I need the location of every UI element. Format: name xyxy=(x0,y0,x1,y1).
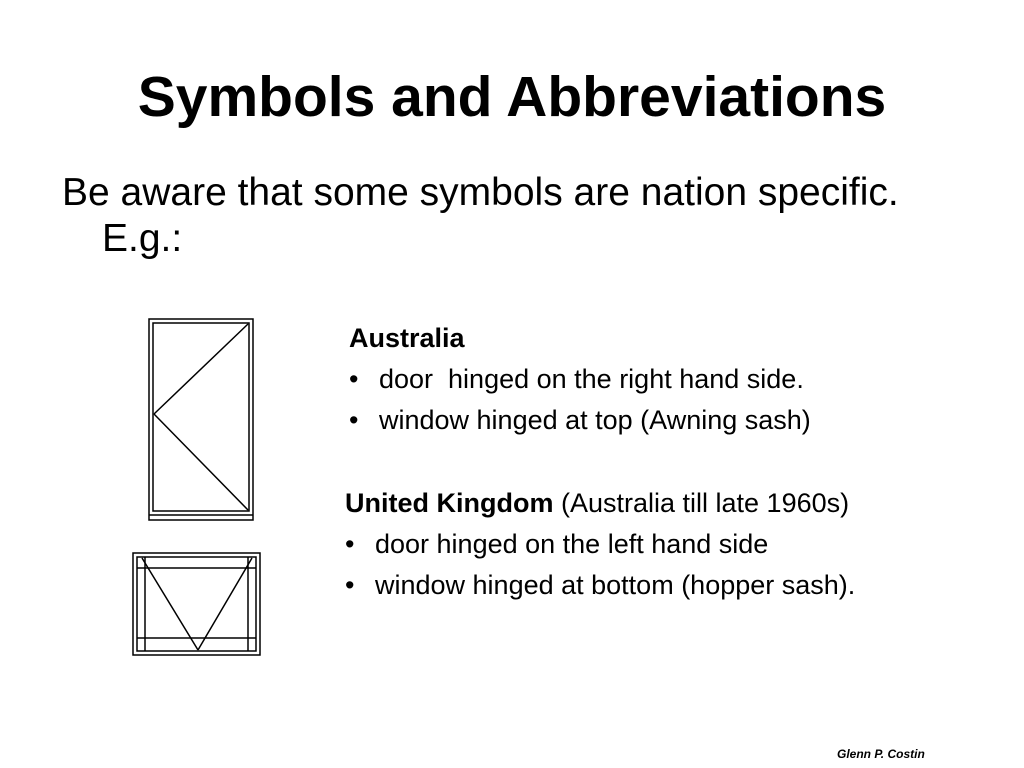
bullet-icon: • xyxy=(345,570,355,600)
united-kingdom-bullet-list xyxy=(345,524,1005,606)
intro-text: Be aware that some symbols are nation specific. E.g.: xyxy=(62,171,899,260)
bullet-icon: • xyxy=(349,364,359,394)
author-credit: Glenn P. Costin xyxy=(837,747,925,761)
slide-title: Symbols and Abbreviations xyxy=(137,65,887,129)
door-symbol-icon xyxy=(148,318,256,522)
list-item xyxy=(349,400,989,441)
bullet-icon: • xyxy=(349,405,359,435)
united-kingdom-heading-line xyxy=(345,483,1005,524)
bullet-icon: • xyxy=(345,529,355,559)
australia-section xyxy=(349,318,989,441)
bullet-text: door hinged on the left hand side xyxy=(375,529,769,559)
bullet-text: door hinged on the right hand side. xyxy=(379,364,804,394)
australia-bullet-list xyxy=(349,359,989,441)
window-symbol-icon xyxy=(132,552,262,658)
list-item xyxy=(345,524,895,565)
list-item xyxy=(349,359,989,400)
list-item xyxy=(345,565,895,606)
bullet-text: window hinged at top (Awning sash) xyxy=(379,405,811,435)
bullet-text: window hinged at bottom (hopper sash). xyxy=(375,570,856,600)
united-kingdom-section xyxy=(345,483,1005,606)
united-kingdom-heading-note: (Australia till late 1960s) xyxy=(553,488,850,518)
australia-heading: Australia xyxy=(349,323,465,353)
united-kingdom-heading: United Kingdom xyxy=(345,488,554,518)
